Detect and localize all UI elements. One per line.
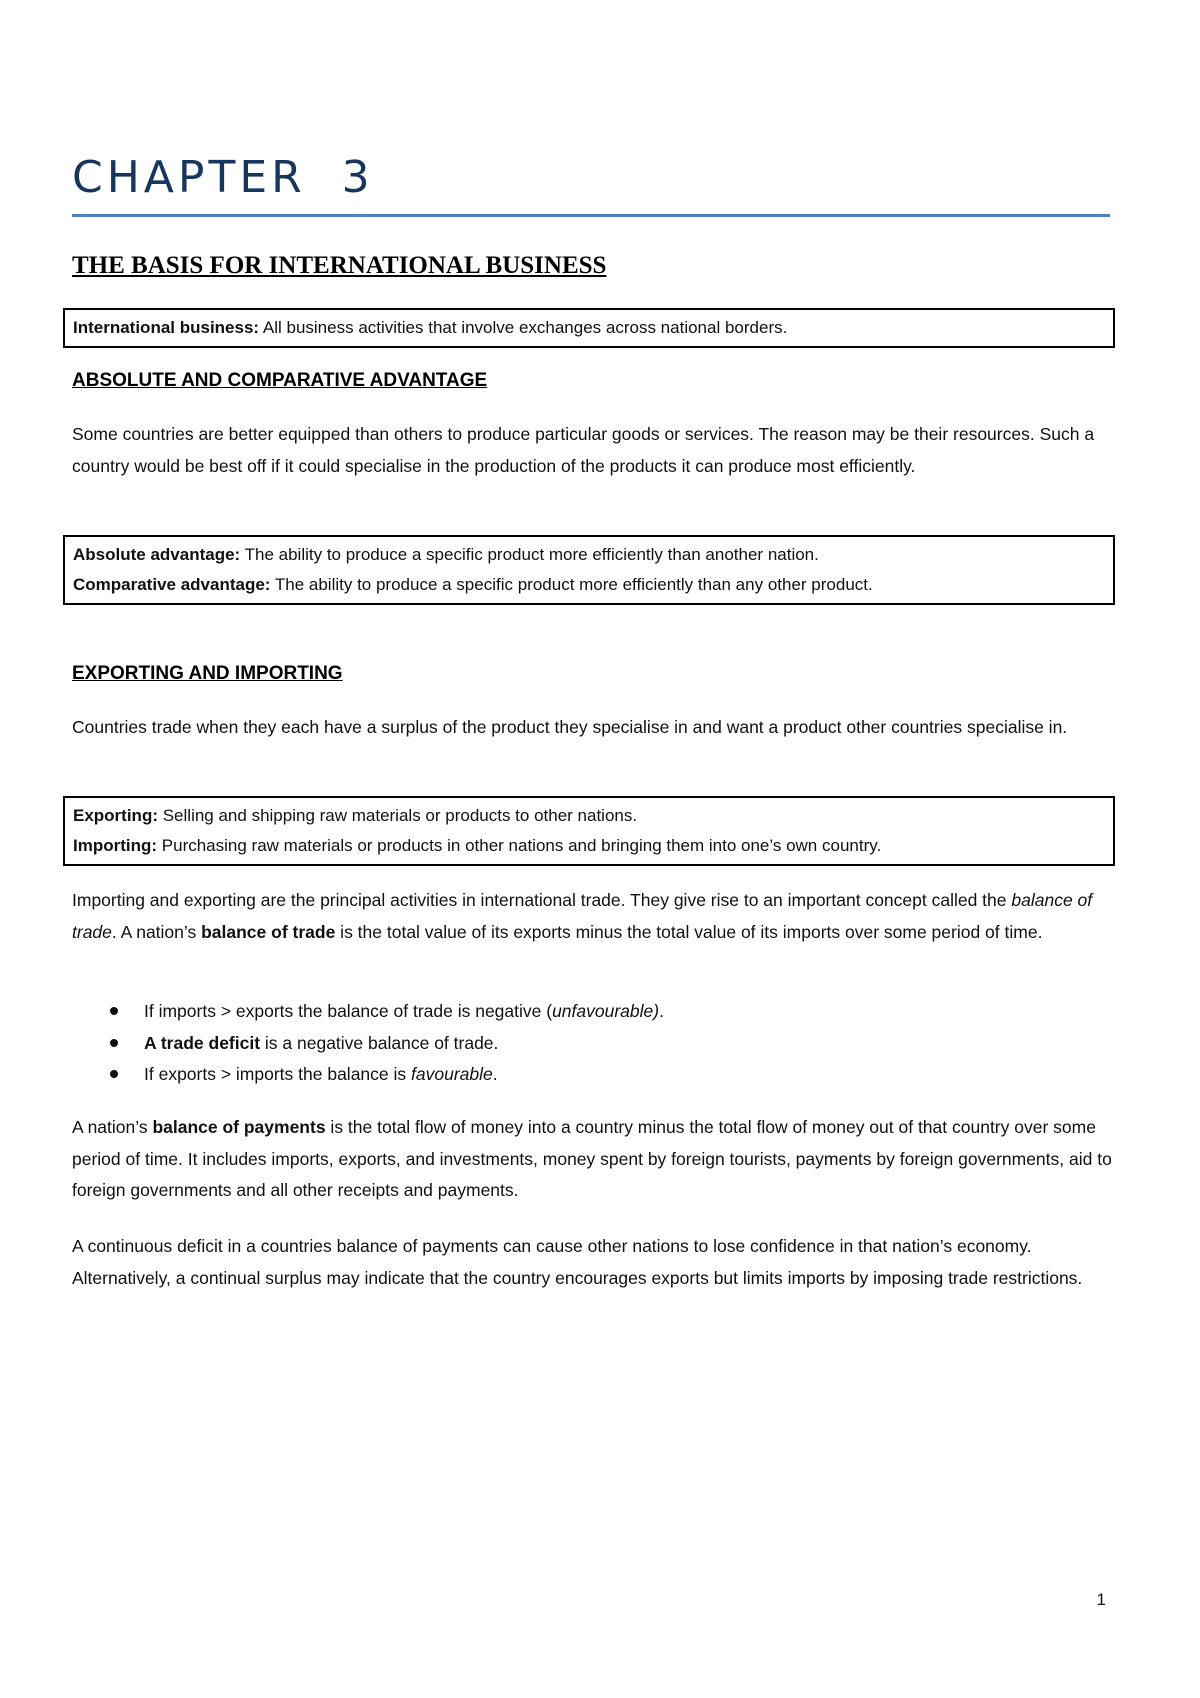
definition-importing <box>73 831 1105 861</box>
paragraph-balance-of-payments <box>72 1112 1112 1207</box>
definition-box-trade <box>63 796 1115 866</box>
italic-term: unfavourable) <box>552 1001 660 1021</box>
definition-comparative-advantage <box>73 570 1105 600</box>
section-heading-trade: EXPORTING AND IMPORTING <box>72 663 343 684</box>
bold-term: balance of payments <box>152 1117 326 1137</box>
bullet-list <box>72 996 664 1091</box>
definition-exporting <box>73 801 1105 831</box>
paragraph-deficit: A continuous deficit in a countries balance of payments can cause other nations to lose confidence in that nation’s economy. Alternatively, a continual surplus may indicate that the country encourages exports but limits imports by imposing trade restrictions. <box>72 1236 1083 1288</box>
definition-term: Comparative advantage: <box>73 575 271 594</box>
list-item <box>72 996 664 1028</box>
text-run: If imports > exports the balance of trade is negative ( <box>144 1001 553 1021</box>
definition-text: Purchasing raw materials or products in other nations and bringing them into one’s own country. <box>157 836 882 855</box>
definition-text: All business activities that involve exchanges across national borders. <box>259 318 788 337</box>
text-run: . <box>659 1001 664 1021</box>
definition-term: Absolute advantage: <box>73 545 241 564</box>
page-number: 1 <box>1096 1590 1106 1609</box>
definition-term: International business: <box>73 318 260 337</box>
text-run: . <box>492 1064 498 1084</box>
italic-term: balance of trade <box>72 890 1093 942</box>
definition-text: The ability to produce a specific product more efficiently than any other product. <box>270 575 873 594</box>
text-run: . A nation’s <box>111 921 202 942</box>
definition-term: Exporting: <box>73 806 158 825</box>
bullet-icon <box>110 1070 118 1078</box>
paragraph-balance-of-trade <box>72 885 1112 948</box>
definition-box-advantage <box>63 535 1115 605</box>
text-run: If exports > imports the balance is <box>144 1064 412 1084</box>
document-title: THE BASIS FOR INTERNATIONAL BUSINESS <box>72 252 607 279</box>
chapter-divider <box>72 214 1110 217</box>
definition-term: Importing: <box>73 836 158 855</box>
bullet-icon <box>110 1039 118 1047</box>
paragraph-trade: Countries trade when they each have a surplus of the product they specialise in and want a product other countries specialise in. <box>72 717 1068 737</box>
list-item <box>72 1028 664 1060</box>
bullet-icon <box>110 1007 118 1015</box>
section-heading-advantage: ABSOLUTE AND COMPARATIVE ADVANTAGE <box>72 370 488 391</box>
text-run: is a negative balance of trade. <box>260 1032 499 1053</box>
text-run: is the total value of its exports minus the total value of its imports over some period of time. <box>335 921 1043 942</box>
definition-text: The ability to produce a specific product more efficiently than another nation. <box>240 545 819 564</box>
list-item <box>72 1059 664 1091</box>
text-run: A nation’s <box>72 1117 153 1137</box>
paragraph-advantage: Some countries are better equipped than others to produce particular goods or services. The reason may be their resources. Such a country would be best off if it could specialise in the production of the products it can produce most efficiently. <box>72 424 1095 476</box>
bold-term: balance of trade <box>201 921 336 942</box>
text-run: Importing and exporting are the principal activities in international trade. They give rise to an important concept called the <box>72 890 1012 910</box>
chapter-title: CHAPTER 3 <box>72 152 374 203</box>
bold-term: A trade deficit <box>144 1032 261 1053</box>
definition-box-international-business <box>63 308 1115 348</box>
italic-term: favourable <box>411 1064 493 1084</box>
definition-international-business <box>73 313 1105 343</box>
definition-text: Selling and shipping raw materials or products to other nations. <box>158 806 638 825</box>
definition-absolute-advantage <box>73 540 1105 570</box>
text-run: is the total flow of money into a country minus the total flow of money out of that country over some period of time. It includes imports, exports, and investments, money spent by foreign tourists, payments by foreign governments, aid to foreign governments and all other receipts and payments. <box>72 1117 1112 1200</box>
